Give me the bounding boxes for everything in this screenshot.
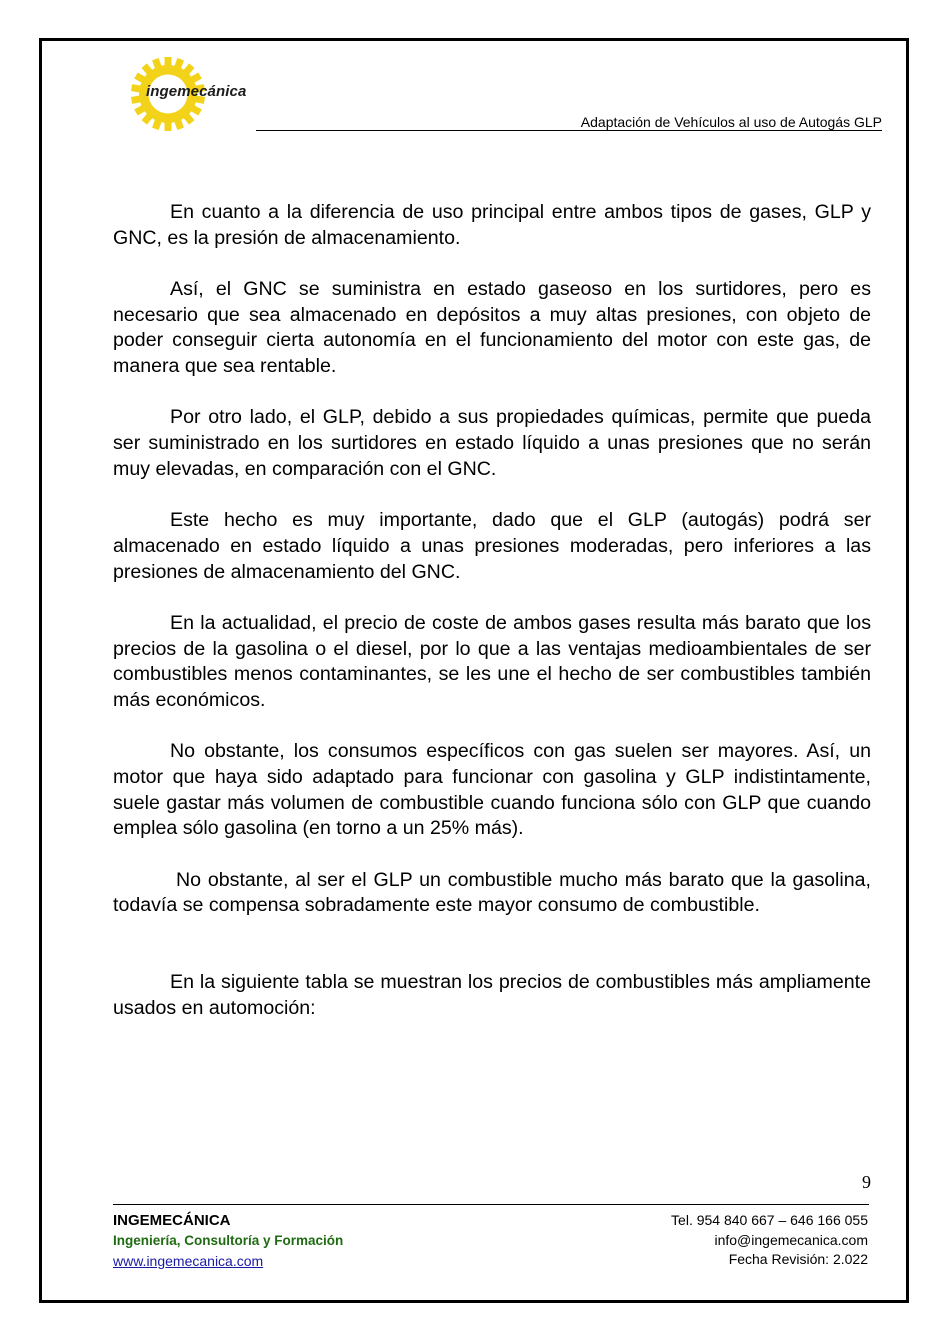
paragraph: En cuanto a la diferencia de uso principal entre ambos tipos de gases, GLP y GNC, es la presión de almacenamiento. [113,201,871,249]
document-title: Adaptación de Vehículos al uso de Autogás GLP [580,114,882,130]
footer-tagline: Ingeniería, Consultoría y Formación [113,1233,344,1248]
paragraph: Por otro lado, el GLP, debido a sus propiedades químicas, permite que pueda ser suministrado en los surtidores en estado líquido a unas presiones que no serán muy elevadas, en comparación con el GNC. [113,406,871,480]
footer-email: info@ingemecanica.com [714,1231,868,1248]
footer-rule [113,1204,869,1205]
paragraph: En la siguiente tabla se muestran los precios de combustibles más ampliamente usados en automoción: [113,971,871,1019]
footer-revision-date: Fecha Revisión: 2.022 [728,1251,868,1267]
header-rule [256,130,882,131]
paragraph: Así, el GNC se suministra en estado gaseoso en los surtidores, pero es necesario que sea almacenado en depósitos a muy altas presiones, con objeto de poder conseguir cierta autonomía en el funcionamiento del motor con este gas, de manera que sea rentable. [113,278,871,378]
page-number: 9 [862,1172,871,1192]
website-link[interactable]: www.ingemecanica.com [113,1253,264,1269]
footer-phone: Tel. 954 840 667 – 646 166 055 [671,1212,868,1228]
paragraph: No obstante, los consumos específicos con gas suelen ser mayores. Así, un motor que haya sido adaptado para funcionar con gasolina y GLP indistintamente, suele gastar más volumen de combustible cuando funciona sólo con GLP que cuando emplea sólo gasolina (en torno a un 25% más). [113,740,871,840]
footer-company-block [113,1211,343,1271]
document-body [113,200,871,1047]
logo-text: ingemecánica [146,83,247,100]
paragraph: Este hecho es muy importante, dado que el GLP (autogás) podrá ser almacenado en estado líquido a unas presiones moderadas, pero inferiores a las presiones de almacenamiento del GNC. [113,509,871,583]
footer-company-name: INGEMECÁNICA [113,1212,231,1229]
paragraph: En la actualidad, el precio de coste de ambos gases resulta más barato que los precios de la gasolina o el diesel, por lo que a las ventajas medioambientales de ser combustibles menos contaminantes, se les une el hecho de ser combustibles también más económicos. [113,611,871,711]
paragraph: No obstante, al ser el GLP un combustible mucho más barato que la gasolina, todavía se compensa sobradamente este mayor consumo de combustible. [113,868,871,917]
footer-contact-block [671,1211,868,1270]
